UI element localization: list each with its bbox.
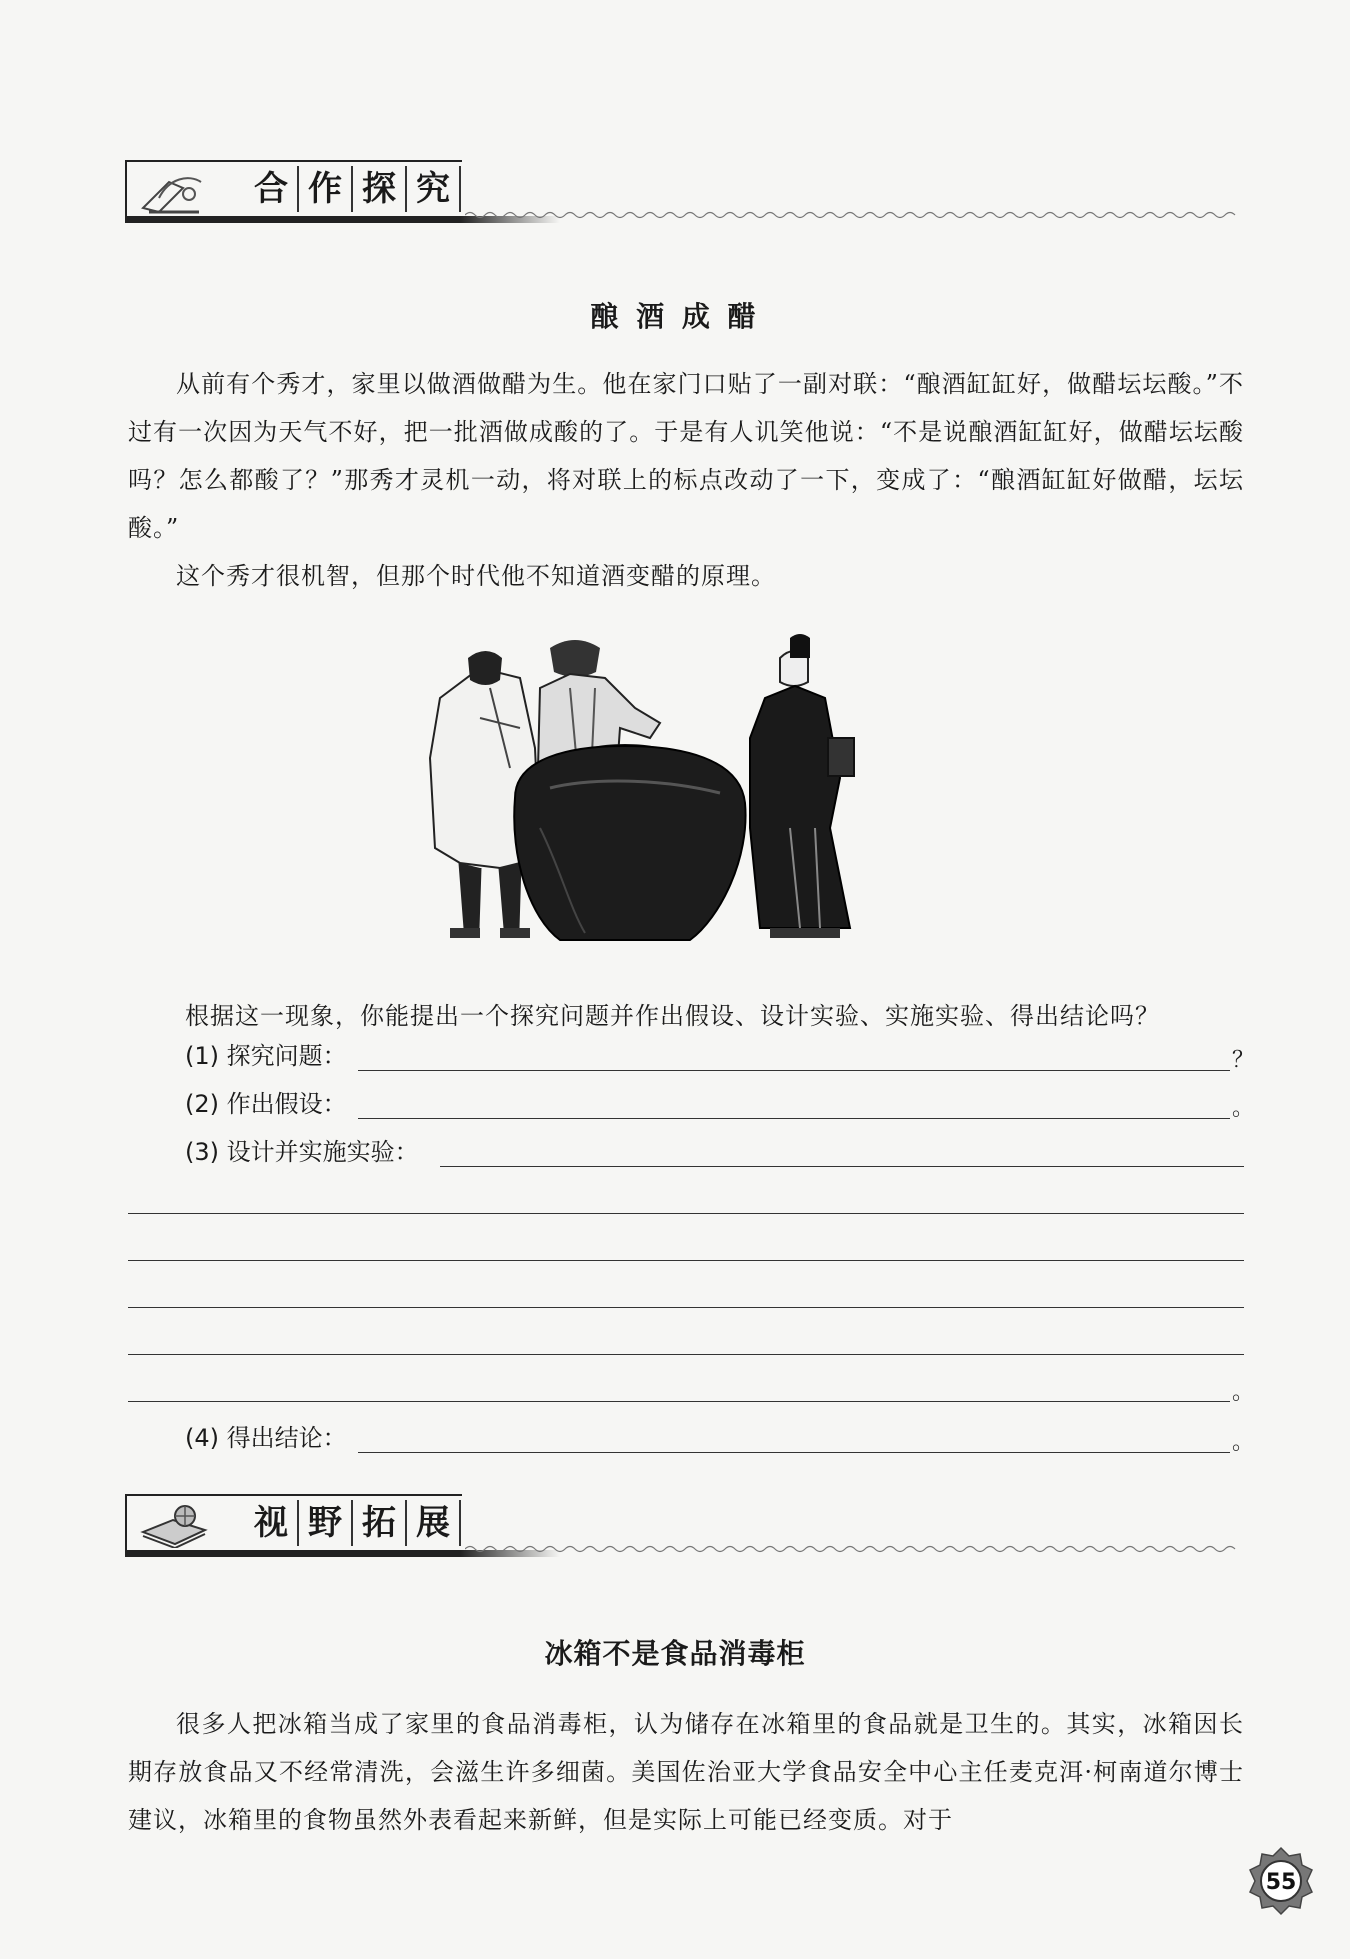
question-4-end-mark: 。	[1232, 1430, 1255, 1455]
section-title	[245, 166, 461, 212]
question-1-answer-blank[interactable]	[358, 1070, 1230, 1071]
section-header-cooperative-inquiry	[125, 160, 1240, 230]
question-2-label: (2) 作出假设：	[185, 1090, 347, 1118]
inquiry-prompt: 根据这一现象，你能提出一个探究问题并作出假设、设计实验、实施实验、得出结论吗？	[185, 1002, 1160, 1030]
question-4-answer-blank[interactable]	[358, 1452, 1230, 1453]
section-title-char: 视	[245, 1500, 299, 1546]
wavy-divider	[465, 210, 1240, 220]
question-2-answer-blank[interactable]	[358, 1118, 1230, 1119]
question-3-answer-line[interactable]	[128, 1213, 1244, 1214]
section-title-char: 拓	[353, 1500, 407, 1546]
section-title-char: 展	[407, 1500, 461, 1546]
section-tab-underbar	[125, 216, 460, 223]
question-3-answer-line[interactable]	[128, 1260, 1244, 1261]
question-4-label: (4) 得出结论：	[185, 1424, 347, 1452]
section-title-char: 究	[407, 166, 461, 212]
story-paragraph: 这个秀才很机智，但那个时代他不知道酒变醋的原理。	[176, 562, 776, 590]
page-number: 55	[1265, 1870, 1297, 1895]
question-3-answer-blank[interactable]	[440, 1166, 1244, 1167]
pencil-ruler-icon	[139, 168, 209, 214]
section-header-horizon-extension	[125, 1494, 1240, 1564]
illustration-three-men-wine-jar	[420, 628, 960, 958]
book-globe-icon	[139, 1502, 209, 1548]
section-title-char: 合	[245, 166, 299, 212]
question-3-label: (3) 设计并实施实验：	[185, 1138, 419, 1166]
section-tab-underbar	[125, 1550, 460, 1557]
wavy-divider	[465, 1544, 1240, 1554]
section-title-char: 作	[299, 166, 353, 212]
question-3-end-mark: 。	[1232, 1380, 1255, 1405]
section-title-char: 探	[353, 166, 407, 212]
question-3-answer-line[interactable]	[128, 1354, 1244, 1355]
question-2-end-mark: 。	[1232, 1096, 1255, 1121]
story-paragraph: 从前有个秀才，家里以做酒做醋为生。他在家门口贴了一副对联：“酿酒缸缸好，做醋坛坛酸。”不过有一次因为天气不好，把一批酒做成酸的了。于是有人讥笑他说：“不是说酿酒缸缸好，做醋坛坛酸吗？怎么都酸了？”那秀才灵机一动，将对联上的标点改动了一下，变成了：“酿酒缸缸好做醋，坛坛酸。”	[128, 370, 1244, 542]
question-1-end-mark: ？	[1232, 1048, 1255, 1073]
section-title	[245, 1500, 461, 1546]
story-title: 冰箱不是食品消毒柜	[544, 1637, 806, 1670]
section-title-char: 野	[299, 1500, 353, 1546]
page-number-badge	[1246, 1846, 1316, 1916]
question-3-answer-line[interactable]	[128, 1401, 1230, 1402]
question-1-label: (1) 探究问题：	[185, 1042, 347, 1070]
story-title: 酿 酒 成 醋	[590, 300, 760, 333]
question-3-answer-line[interactable]	[128, 1307, 1244, 1308]
story-paragraph: 很多人把冰箱当成了家里的食品消毒柜，认为储存在冰箱里的食品就是卫生的。其实，冰箱因长期存放食品又不经常清洗，会滋生许多细菌。美国佐治亚大学食品安全中心主任麦克洱·柯南道尔博士建议，冰箱里的食物虽然外表看起来新鲜，但是实际上可能已经变质。对于	[128, 1710, 1244, 1834]
